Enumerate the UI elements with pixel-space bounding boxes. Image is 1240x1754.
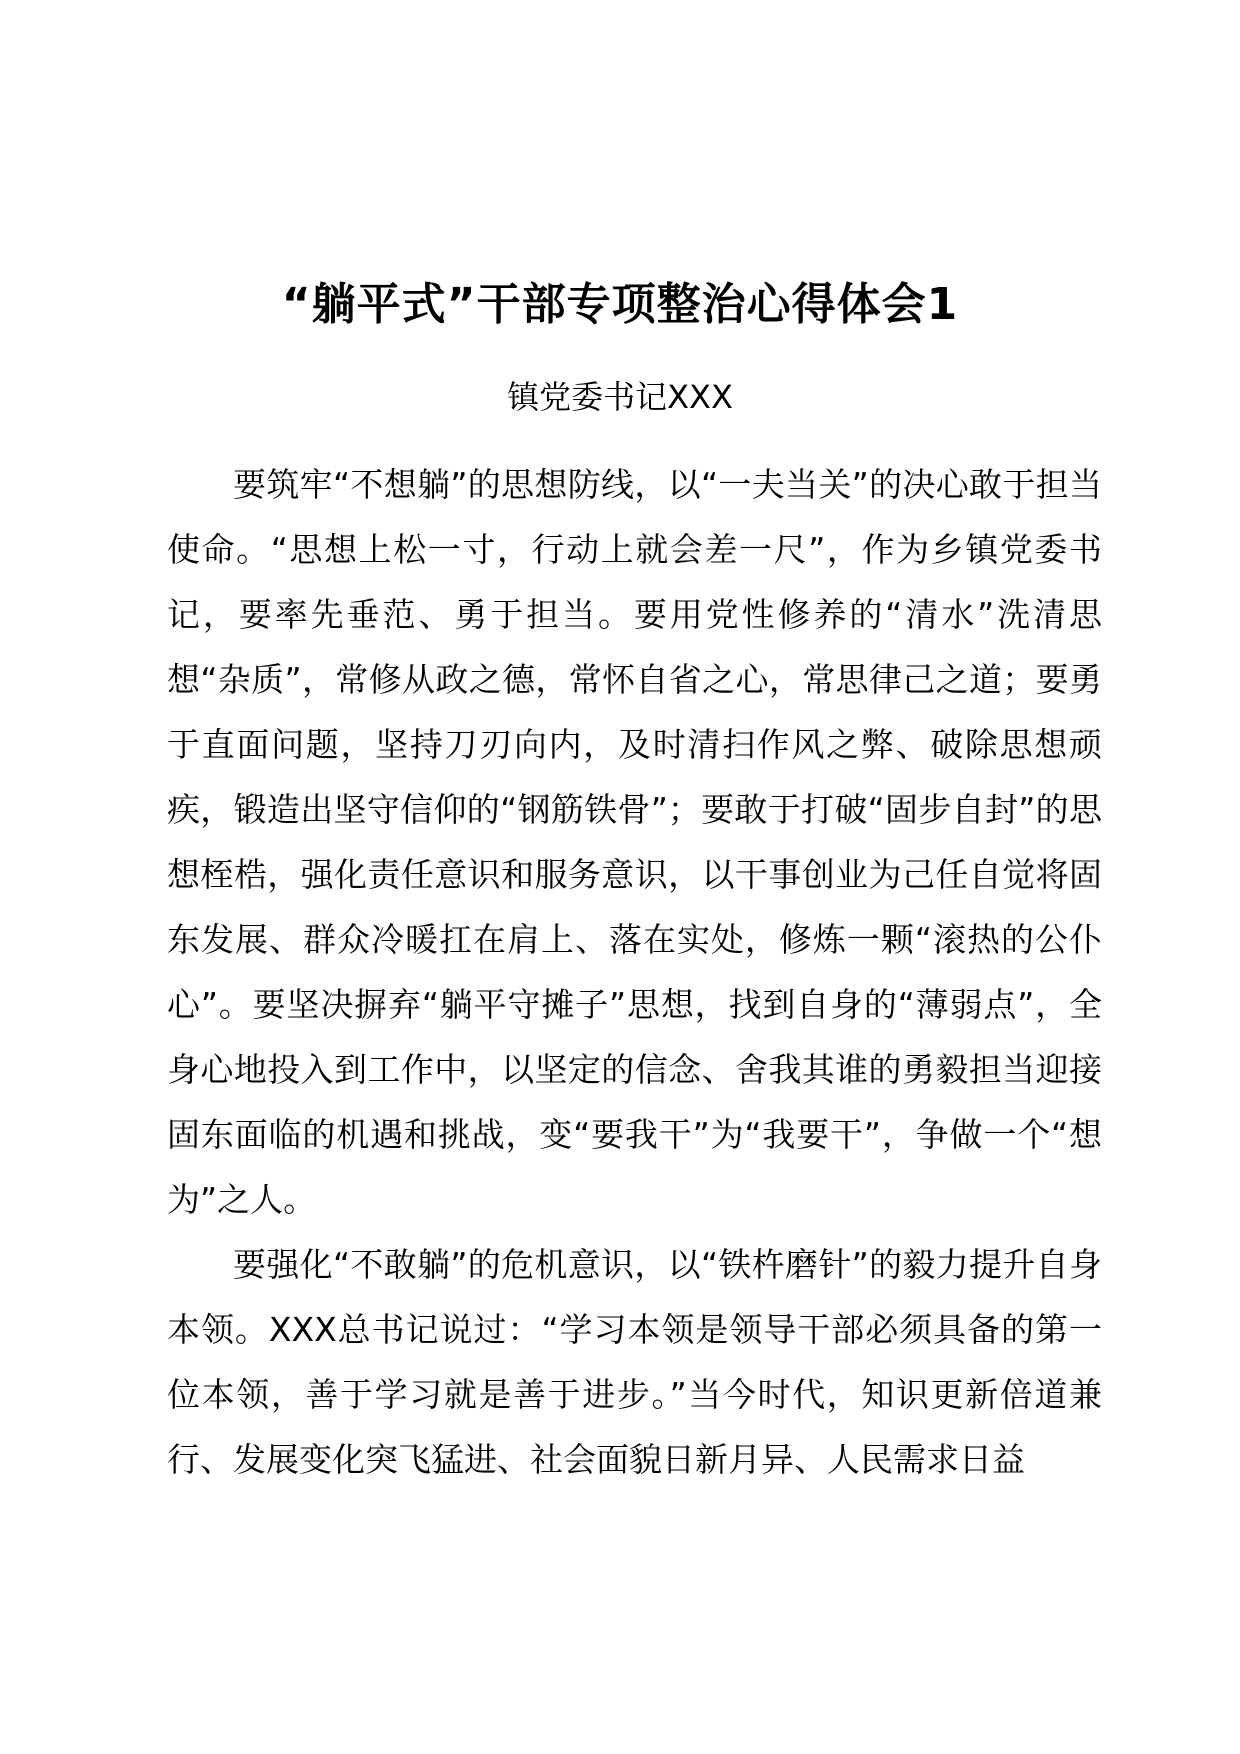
document-title: “躺平式”干部专项整治心得体会1 xyxy=(281,279,959,330)
document-author: 镇党委书记XXX xyxy=(507,378,733,416)
body-paragraph: 要强化“不敢躺”的危机意识，以“铁杵磨针”的毅力提升自身本领。XXX总书记说过：“学习本领是领导干部必须具备的第一位本领，善于学习就是善于进步。”当今时代，知识更新倍道兼行、发展变化突飞猛进、社会面貌日新月异、人民需求日益 xyxy=(167,1245,1102,1479)
document-body xyxy=(167,452,1102,1492)
body-paragraph: 要筑牢“不想躺”的思想防线，以“一夫当关”的决心敢于担当使命。“思想上松一寸，行动上就会差一尺”，作为乡镇党委书记，要率先垂范、勇于担当。要用党性修养的“清水”洗清思想“杂质”，常修从政之德，常怀自省之心，常思律己之道；要勇于直面问题，坚持刀刃向内，及时清扫作风之弊、破除思想顽疾，锻造出坚守信仰的“钢筋铁骨”；要敢于打破“固步自封”的思想桎梏，强化责任意识和服务意识，以干事创业为己任自觉将固东发展、群众冷暖扛在肩上、落在实处，修炼一颗“滚热的公仆心”。要坚决摒弃“躺平守摊子”思想，找到自身的“薄弱点”，全身心地投入到工作中，以坚定的信念、舍我其谁的勇毅担当迎接固东面临的机遇和挑战，变“要我干”为“我要干”，争做一个“想为”之人。 xyxy=(167,465,1102,1219)
